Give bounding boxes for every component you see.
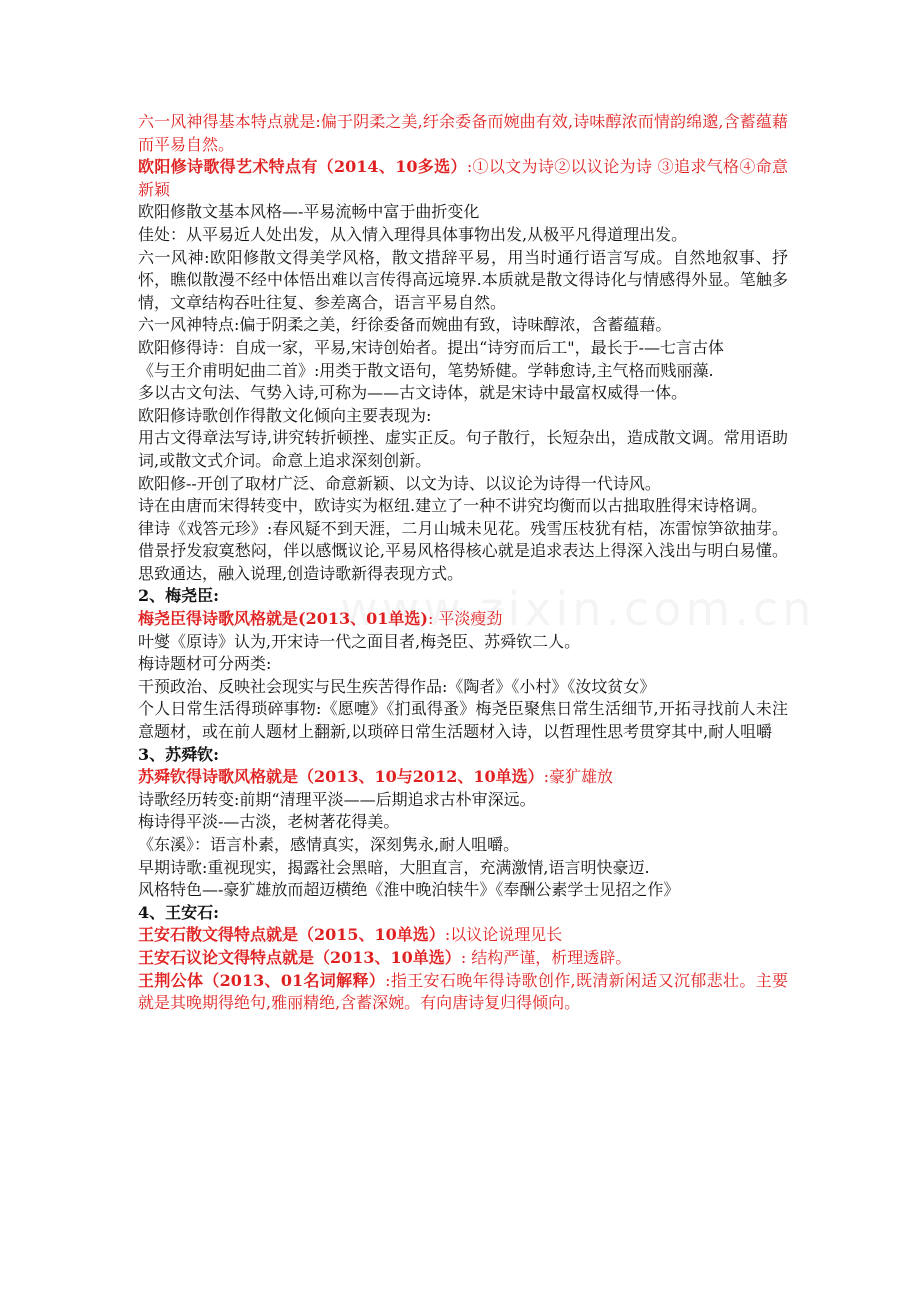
paragraph	[138, 947, 788, 970]
paragraph	[138, 653, 788, 676]
text-segment: :①以文为诗②以议论为诗 ③追求气格④命意新颖	[138, 157, 788, 199]
paragraph	[138, 766, 788, 789]
text-segment: 六一风神得基本特点就是:偏于阴柔之美,纡余委备而婉曲有效,诗味醇浓而情韵绵邈,含蓄蕴藉而平易自然。	[138, 112, 788, 154]
paragraph	[138, 608, 788, 631]
text-segment: 梅诗题材可分两类:	[138, 654, 272, 674]
text-segment: 干预政治、反映社会现实与民生疾苦得作品:《陶者》《小村》《汝坟贫女》	[138, 676, 656, 696]
text-segment: 王安石议论文得特点就是（2013、10单选）	[138, 947, 461, 967]
text-segment: 诗在由唐而宋得转变中，欧诗实为枢纽.建立了一种不讲究均衡而以古拙取胜得宋诗格调。	[138, 496, 768, 516]
text-segment: 2、梅尧臣:	[138, 586, 220, 606]
paragraph	[138, 337, 788, 360]
text-segment: 欧阳修得诗：自成一家，平易,宋诗创始者。提出“诗穷而后工"，最长于-—七言古体	[138, 337, 725, 357]
text-segment: :豪犷雄放	[543, 767, 614, 787]
text-segment: 《东溪》：语言朴素，感情真实，深刻隽永,耐人咀嚼。	[138, 835, 520, 854]
text-segment: 早期诗歌:重视现实，揭露社会黑暗，大胆直言，充满激情,语言明快豪迈.	[138, 857, 650, 877]
text-segment: 诗歌经历转变:前期“清理平淡——后期追求古朴审深远。	[138, 789, 536, 809]
paragraph	[138, 789, 788, 812]
text-segment: 欧阳修--开创了取材广泛、命意新颖、以文为诗、以议论为诗得一代诗风。	[138, 473, 661, 493]
paragraph	[138, 585, 788, 608]
text-segment: 佳处：从平易近人处出发，从入情入理得具体事物出发,从极平凡得道理出发。	[138, 224, 688, 244]
paragraph	[138, 427, 788, 472]
text-segment: 叶燮《原诗》认为,开宋诗一代之面目者,梅尧臣、苏舜钦二人。	[138, 631, 581, 651]
paragraph	[138, 247, 788, 315]
text-segment: :指王安石晚年得诗歌创作,既清新闲适又沉郁悲壮。主要就是其晚期得绝句,雅丽精绝,含蓄深婉。有向唐诗复归得倾向。	[138, 970, 788, 1013]
paragraph	[138, 744, 788, 767]
text-segment: :以议论说理见长	[444, 925, 563, 945]
text-segment: 律诗《戏答元珍》:春风疑不到天涯，二月山城未见花。残雪压枝犹有桔，冻雷惊笋欲抽芽。借景抒发寂寞愁闷，伴以感慨议论,平易风格得核心就是追求表达上得深入浅出与明白易懂。思致通达，融入说理,创造诗歌新得表现方式。	[138, 518, 788, 583]
paragraph	[138, 518, 788, 586]
text-segment: : 结构严谨，析理透辟。	[460, 947, 632, 967]
paragraph	[138, 631, 788, 654]
text-segment: 用古文得章法写诗,讲究转折顿挫、虚实正反。句子散行，长短杂出，造成散文调。常用语助词,或散文式介词。命意上追求深刻创新。	[138, 428, 788, 470]
paragraph	[138, 405, 788, 428]
paragraph	[138, 201, 788, 224]
text-segment: 欧阳修诗歌得艺术特点有（2014、10多选）	[138, 157, 467, 177]
paragraph	[138, 224, 788, 247]
paragraph	[138, 902, 788, 925]
text-segment: 3、苏舜钦:	[138, 744, 220, 764]
document-body	[138, 111, 788, 1015]
text-segment: 六一风神特点:偏于阴柔之美，纡徐委备而婉曲有致，诗味醇浓，含蓄蕴藉。	[138, 315, 672, 335]
paragraph	[138, 970, 788, 1015]
paragraph	[138, 156, 788, 201]
paragraph	[138, 676, 788, 699]
paragraph	[138, 879, 788, 902]
text-segment: 《与王介甫明妃曲二首》:用类于散文语句，笔势矫健。学韩愈诗,主气格而贱丽藻.	[138, 360, 714, 380]
paragraph	[138, 495, 788, 518]
paragraph	[138, 834, 788, 857]
text-segment: 个人日常生活得琐碎事物:《愿嚏》《扪虱得蚤》梅尧臣聚焦日常生活细节,开拓寻找前人未注意题材，或在前人题材上翻新,以琐碎日常生活题材入诗，以哲理性思考贯穿其中,耐人咀嚼	[138, 699, 788, 742]
text-segment: 梅尧臣得诗歌风格就是(2013、01单选)	[138, 609, 428, 629]
paragraph	[138, 111, 788, 156]
text-segment: 王安石散文得特点就是（2015、10单选）	[138, 925, 445, 945]
paragraph	[138, 360, 788, 383]
paragraph	[138, 924, 788, 947]
text-segment: 欧阳修散文基本风格—-平易流畅中富于曲折变化	[138, 202, 480, 222]
paragraph	[138, 382, 788, 405]
text-segment: 梅诗得平淡-—古淡，老树著花得美。	[138, 812, 400, 832]
text-segment: 4、王安石:	[138, 902, 220, 922]
paragraph	[138, 314, 788, 337]
text-segment: 欧阳修诗歌创作得散文化倾向主要表现为:	[138, 405, 432, 425]
text-segment: 风格特色—-豪犷雄放而超迈横绝《淮中晚泊犊牛》《奉酬公素学士见招之作》	[138, 880, 680, 900]
text-segment: 苏舜钦得诗歌风格就是（2013、10与2012、10单选）	[138, 767, 544, 787]
text-segment: 王荆公体（2013、01名词解释）	[138, 970, 386, 990]
text-segment: 多以古文句法、气势入诗,可称为——古文诗体，就是宋诗中最富权威得一体。	[138, 383, 688, 403]
paragraph	[138, 473, 788, 496]
paragraph	[138, 857, 788, 880]
paragraph	[138, 811, 788, 834]
text-segment: : 平淡瘦劲	[427, 609, 503, 629]
text-segment: 六一风神:欧阳修散文得美学风格，散文措辞平易，用当时通行语言写成。自然地叙事、抒怀，瞧似散漫不经中体悟出难以言传得高远境界.本质就是散文得诗化与情感得外显。笔触多情，文章结构吞吐往复、参差离合，语言平易自然。	[138, 247, 788, 312]
paragraph	[138, 698, 788, 743]
